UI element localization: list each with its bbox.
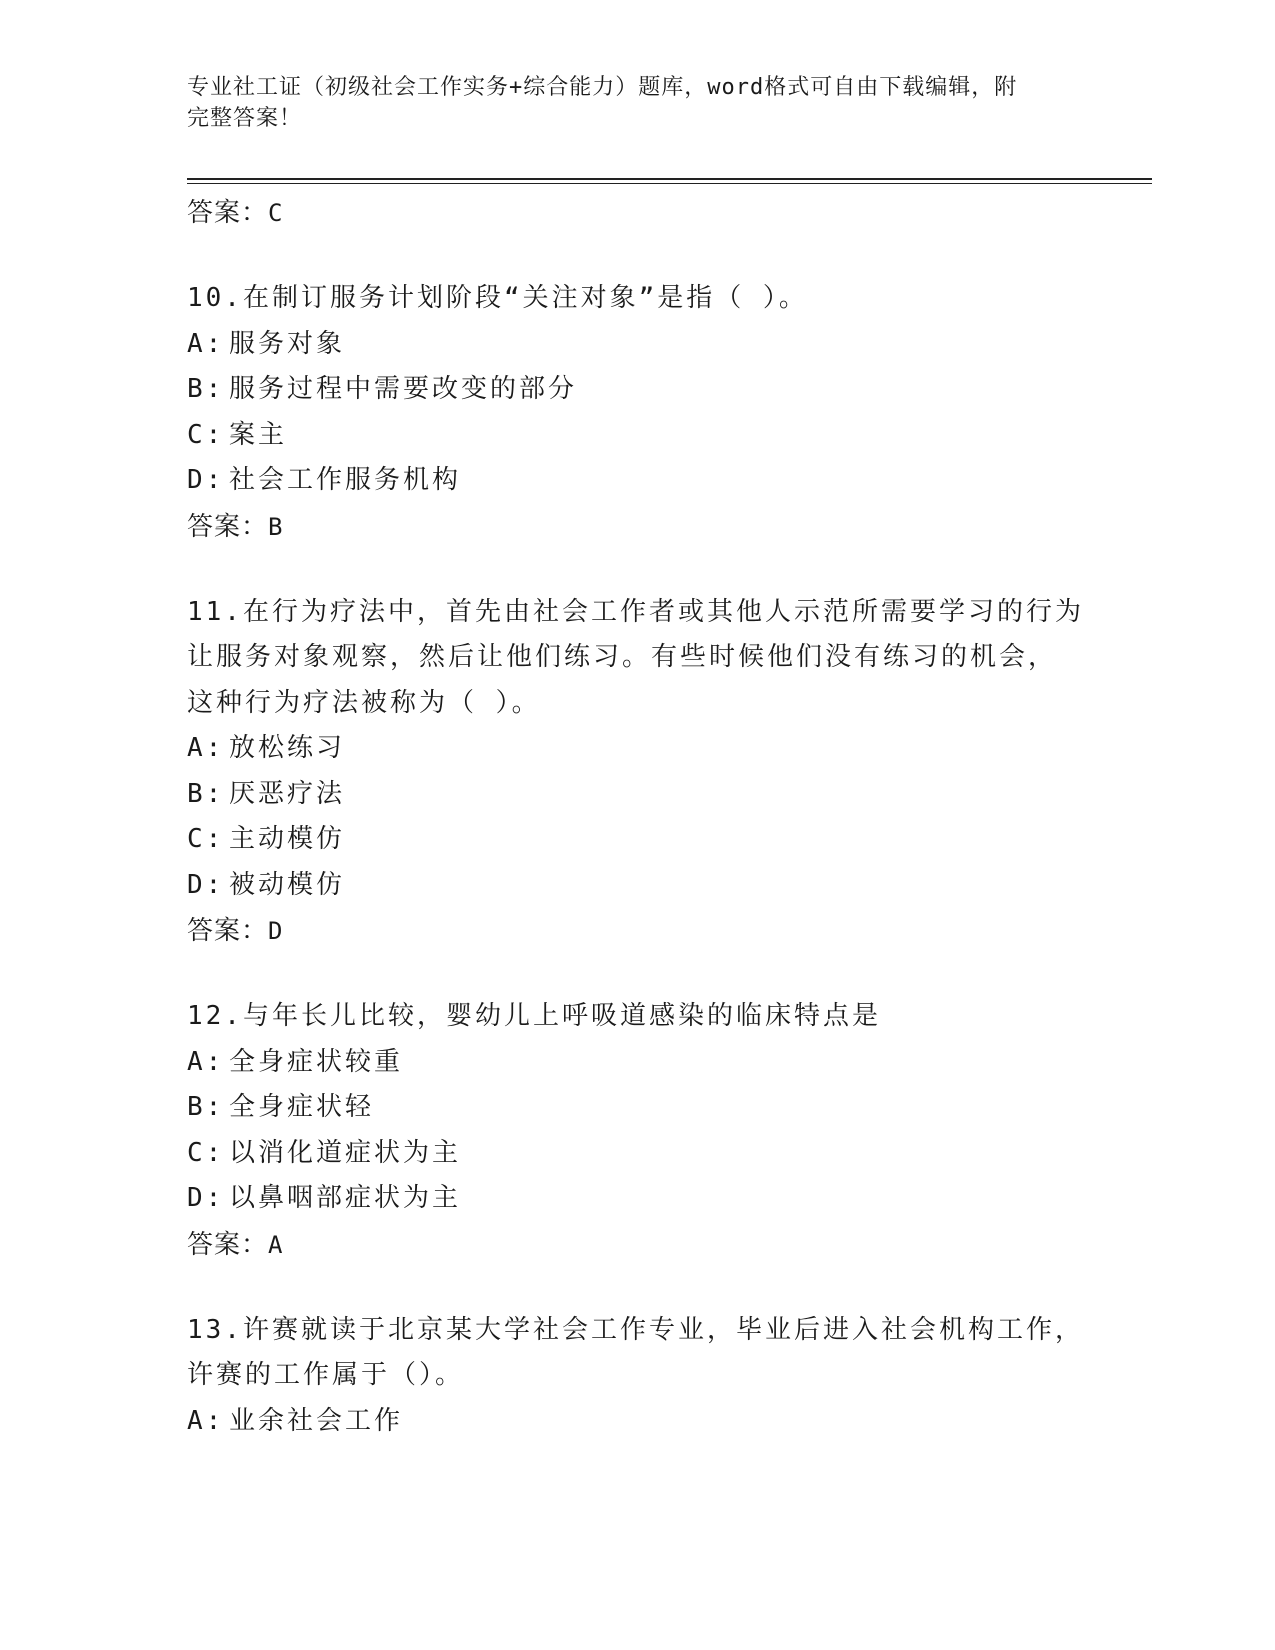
answer-label: 答案： xyxy=(187,198,269,228)
option-text: 服务过程中需要改变的部分 xyxy=(229,374,578,404)
question-block xyxy=(187,994,1087,1268)
option-letter: D: xyxy=(187,869,225,900)
option-item xyxy=(187,367,1087,413)
header-line-2: 完整答案！ xyxy=(187,106,303,131)
option-text: 以鼻咽部症状为主 xyxy=(229,1183,462,1213)
question-block xyxy=(187,276,1087,550)
answer-label: 答案： xyxy=(187,511,269,542)
answer-line xyxy=(187,908,1087,954)
option-item xyxy=(187,726,1087,772)
option-item xyxy=(187,1131,1087,1177)
option-letter: C: xyxy=(187,419,225,450)
question-text: 13.许赛就读于北京某大学社会工作专业，毕业后进入社会机构工作， xyxy=(187,1314,1084,1345)
option-item xyxy=(187,458,1087,504)
answer-label: 答案： xyxy=(187,1229,269,1260)
option-letter: C: xyxy=(187,1137,225,1168)
question-text: 许赛的工作属于（）。 xyxy=(187,1360,465,1390)
answer-value: A xyxy=(268,1230,284,1259)
option-letter: D: xyxy=(187,465,225,495)
option-letter: B: xyxy=(187,1092,225,1122)
answer-line xyxy=(187,1222,1087,1268)
header-divider-thin xyxy=(187,183,1152,184)
option-text: 服务对象 xyxy=(229,328,346,359)
question-text: 这种行为疗法被称为（ ）。 xyxy=(187,687,541,718)
option-item xyxy=(187,817,1087,863)
option-item xyxy=(187,863,1087,909)
answer-value: C xyxy=(268,199,284,227)
option-text: 厌恶疗法 xyxy=(229,778,346,809)
header-divider-thick xyxy=(187,178,1152,180)
question-block xyxy=(187,590,1087,955)
option-item xyxy=(187,413,1087,459)
question-text: 让服务对象观察，然后让他们练习。有些时候他们没有练习的机会， xyxy=(187,642,1058,672)
document-header xyxy=(187,72,1087,134)
option-text: 被动模仿 xyxy=(229,869,346,900)
answer-line xyxy=(187,504,1087,550)
option-letter: D: xyxy=(187,1183,225,1213)
option-letter: B: xyxy=(187,778,225,809)
answer-value: B xyxy=(268,512,284,541)
answer-value: D xyxy=(268,917,284,945)
option-item xyxy=(187,1399,1087,1445)
question-text: 11.在行为疗法中，首先由社会工作者或其他人示范所需要学习的行为 xyxy=(187,596,1084,627)
option-text: 案主 xyxy=(229,419,288,450)
option-text: 全身症状较重 xyxy=(229,1046,404,1077)
option-letter: A: xyxy=(187,328,225,359)
answer-label: 答案： xyxy=(187,916,269,946)
option-letter: A: xyxy=(187,1046,225,1077)
question-text: 10.在制订服务计划阶段“关注对象”是指（ ）。 xyxy=(187,283,808,313)
option-text: 放松练习 xyxy=(229,733,346,763)
option-letter: A: xyxy=(187,1405,225,1436)
option-text: 全身症状轻 xyxy=(229,1092,375,1122)
option-letter: B: xyxy=(187,374,225,404)
answer-line xyxy=(187,190,1087,236)
option-item xyxy=(187,1085,1087,1131)
option-item xyxy=(187,1176,1087,1222)
option-letter: A: xyxy=(187,733,225,763)
option-item xyxy=(187,1040,1087,1086)
header-line-1: 专业社工证（初级社会工作实务+综合能力）题库，word格式可自由下载编辑，附 xyxy=(187,75,1018,100)
option-item xyxy=(187,772,1087,818)
question-list xyxy=(187,276,1087,1444)
option-text: 主动模仿 xyxy=(229,824,346,854)
document-body xyxy=(187,190,1087,1444)
question-block xyxy=(187,1308,1087,1445)
question-text: 12.与年长儿比较，婴幼儿上呼吸道感染的临床特点是 xyxy=(187,1001,881,1031)
option-text: 社会工作服务机构 xyxy=(229,465,462,495)
option-text: 业余社会工作 xyxy=(229,1405,404,1436)
option-text: 以消化道症状为主 xyxy=(229,1137,462,1168)
option-letter: C: xyxy=(187,824,225,854)
option-item xyxy=(187,322,1087,368)
